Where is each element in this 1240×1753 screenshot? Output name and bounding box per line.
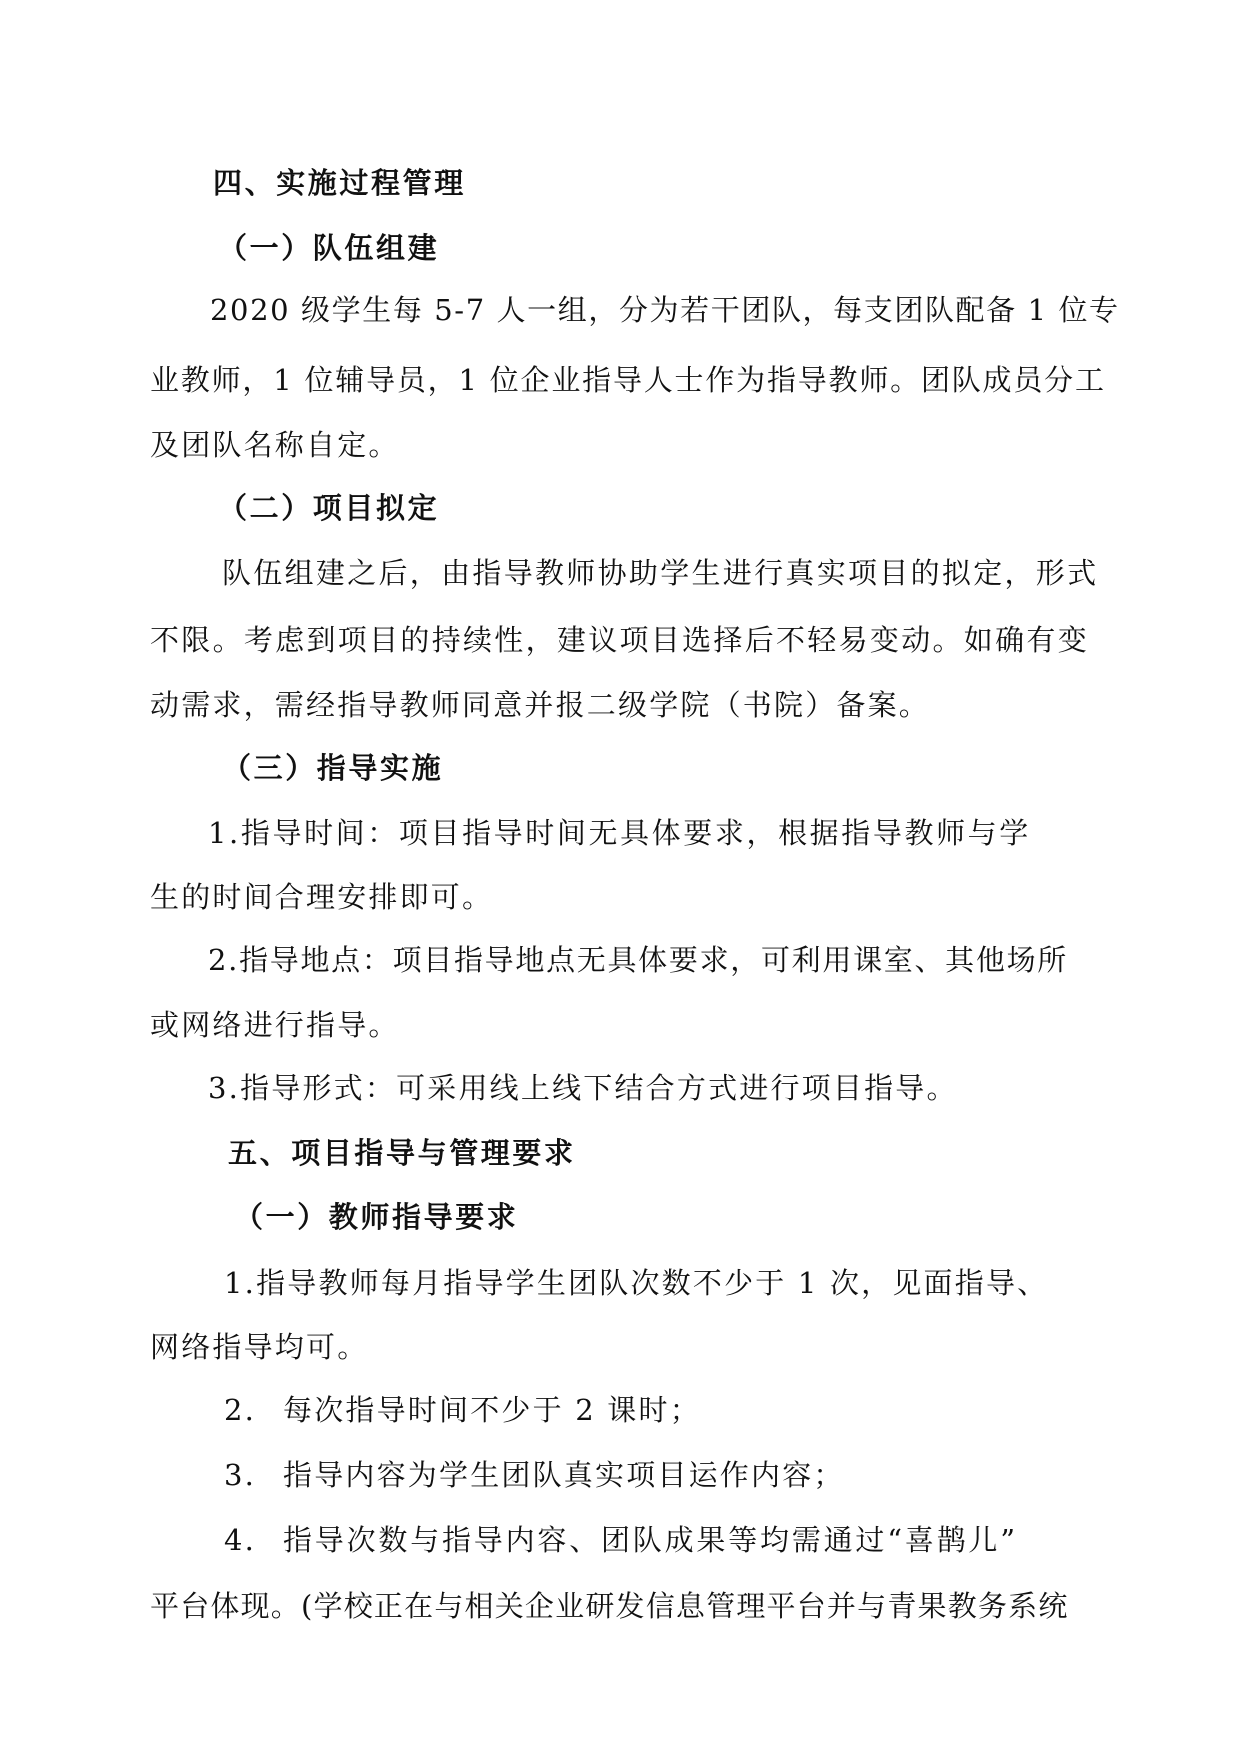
- list-item-line: 指导内容为学生团队真实项目运作内容；: [283, 1458, 845, 1492]
- list-item-line: 1.指导教师每月指导学生团队次数不少于 1 次，见面指导、: [224, 1266, 1049, 1300]
- list-item-line: 3.指导形式：可采用线上线下结合方式进行项目指导。: [208, 1071, 958, 1105]
- paragraph-line: 业教师，1 位辅导员，1 位企业指导人士作为指导教师。团队成员分工: [150, 363, 1106, 397]
- paragraph-line: 不限。考虑到项目的持续性，建议项目选择后不轻易变动。如确有变: [150, 623, 1090, 657]
- list-item-line: 2.指导地点：项目指导地点无具体要求，可利用课室、其他场所: [208, 943, 1068, 977]
- list-item-line: 指导次数与指导内容、团队成果等均需通过“喜鹊儿”: [283, 1523, 1018, 1557]
- subsection-project-drafting-heading: （二）项目拟定: [218, 491, 440, 525]
- paragraph-line: 及团队名称自定。: [150, 428, 400, 462]
- section-4-heading: 四、实施过程管理: [213, 166, 466, 200]
- paragraph-line: 动需求，需经指导教师同意并报二级学院（书院）备案。: [150, 688, 931, 722]
- subsection-teacher-guidance-heading: （一）教师指导要求: [234, 1200, 519, 1234]
- list-item-line: 平台体现。(学校正在与相关企业研发信息管理平台并与青果教务系统: [150, 1589, 1069, 1623]
- list-item-line: 每次指导时间不少于 2 课时；: [283, 1393, 701, 1427]
- subsection-guidance-implementation-heading: （三）指导实施: [222, 751, 444, 785]
- list-item-line: 网络指导均可。: [150, 1330, 369, 1364]
- list-item-line: 1.指导时间：项目指导时间无具体要求，根据指导教师与学: [208, 816, 1031, 850]
- paragraph-line: 队伍组建之后，由指导教师协助学生进行真实项目的拟定，形式: [222, 556, 1099, 590]
- list-item-number: 2.: [224, 1393, 257, 1427]
- list-item-number: 3.: [224, 1458, 257, 1492]
- section-5-heading: 五、项目指导与管理要求: [228, 1136, 576, 1170]
- list-item-line: 生的时间合理安排即可。: [150, 880, 494, 914]
- subsection-team-formation-heading: （一）队伍组建: [218, 231, 440, 265]
- list-item-line: 或网络进行指导。: [150, 1008, 400, 1042]
- list-item-number: 4.: [224, 1523, 257, 1557]
- paragraph-line: 2020 级学生每 5-7 人一组，分为若干团队，每支团队配备 1 位专: [210, 293, 1120, 327]
